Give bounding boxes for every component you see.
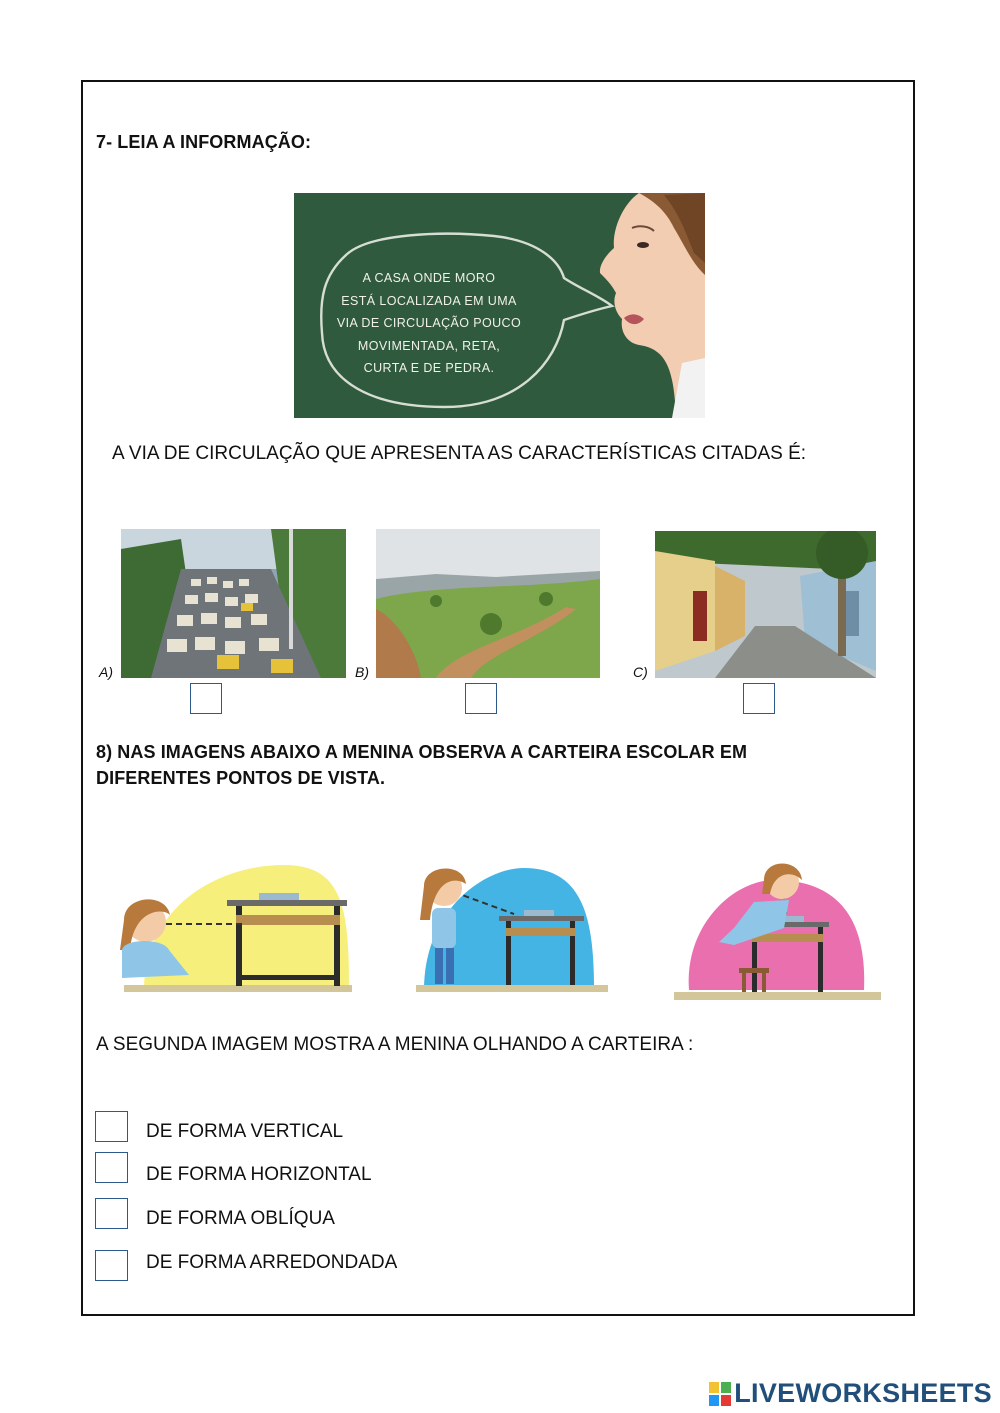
choice-horizontal-checkbox[interactable] bbox=[95, 1152, 128, 1183]
q8-title-line2: DIFERENTES PONTOS DE VISTA. bbox=[96, 768, 386, 788]
chalkboard-illustration bbox=[294, 193, 705, 418]
choice-oblique-checkbox[interactable] bbox=[95, 1198, 128, 1229]
speech-line: ESTÁ LOCALIZADA EM UMA bbox=[341, 293, 517, 308]
q7-prompt: A VIA DE CIRCULAÇÃO QUE APRESENTA AS CARACTERÍSTICAS CITADAS É: bbox=[112, 443, 807, 464]
speech-line: CURTA E DE PEDRA. bbox=[363, 361, 495, 375]
scene-oblique bbox=[416, 868, 608, 992]
option-a-checkbox[interactable] bbox=[190, 683, 222, 714]
option-b-checkbox[interactable] bbox=[465, 683, 497, 714]
liveworksheets-grid-icon bbox=[709, 1382, 731, 1406]
option-c-label: C) bbox=[633, 664, 648, 680]
speech-bubble-text bbox=[324, 267, 534, 380]
scene-vertical bbox=[674, 864, 881, 1001]
option-a-label: A) bbox=[99, 664, 113, 680]
option-b-label: B) bbox=[355, 664, 369, 680]
liveworksheets-logo bbox=[709, 1378, 992, 1409]
brand-name: LIVEWORKSHEETS bbox=[734, 1378, 992, 1408]
q7-title: 7- LEIA A INFORMAÇÃO: bbox=[96, 132, 312, 152]
viewpoints-illustration bbox=[94, 850, 914, 1010]
speech-line: VIA DE CIRCULAÇÃO POUCO bbox=[336, 316, 522, 330]
choice-rounded-label: DE FORMA ARREDONDADA bbox=[146, 1252, 398, 1273]
speech-line: A CASA ONDE MORO bbox=[362, 271, 496, 285]
q8-title-line1: 8) NAS IMAGENS ABAIXO A MENINA OBSERVA A CARTEIRA ESCOLAR EM bbox=[96, 742, 748, 762]
dirt-road-photo bbox=[376, 529, 600, 678]
scene-horizontal bbox=[120, 865, 352, 992]
choice-rounded-checkbox[interactable] bbox=[95, 1250, 128, 1281]
choice-vertical-checkbox[interactable] bbox=[95, 1111, 128, 1142]
cobblestone-street-photo bbox=[655, 531, 876, 678]
q8-prompt: A SEGUNDA IMAGEM MOSTRA A MENINA OLHANDO A CARTEIRA : bbox=[96, 1034, 694, 1055]
choice-oblique-label: DE FORMA OBLÍQUA bbox=[146, 1208, 335, 1229]
choice-horizontal-label: DE FORMA HORIZONTAL bbox=[146, 1164, 372, 1185]
option-c-checkbox[interactable] bbox=[743, 683, 775, 714]
choice-vertical-label: DE FORMA VERTICAL bbox=[146, 1121, 344, 1142]
traffic-jam-photo bbox=[121, 529, 346, 678]
speech-line: MOVIMENTADA, RETA, bbox=[357, 338, 501, 353]
